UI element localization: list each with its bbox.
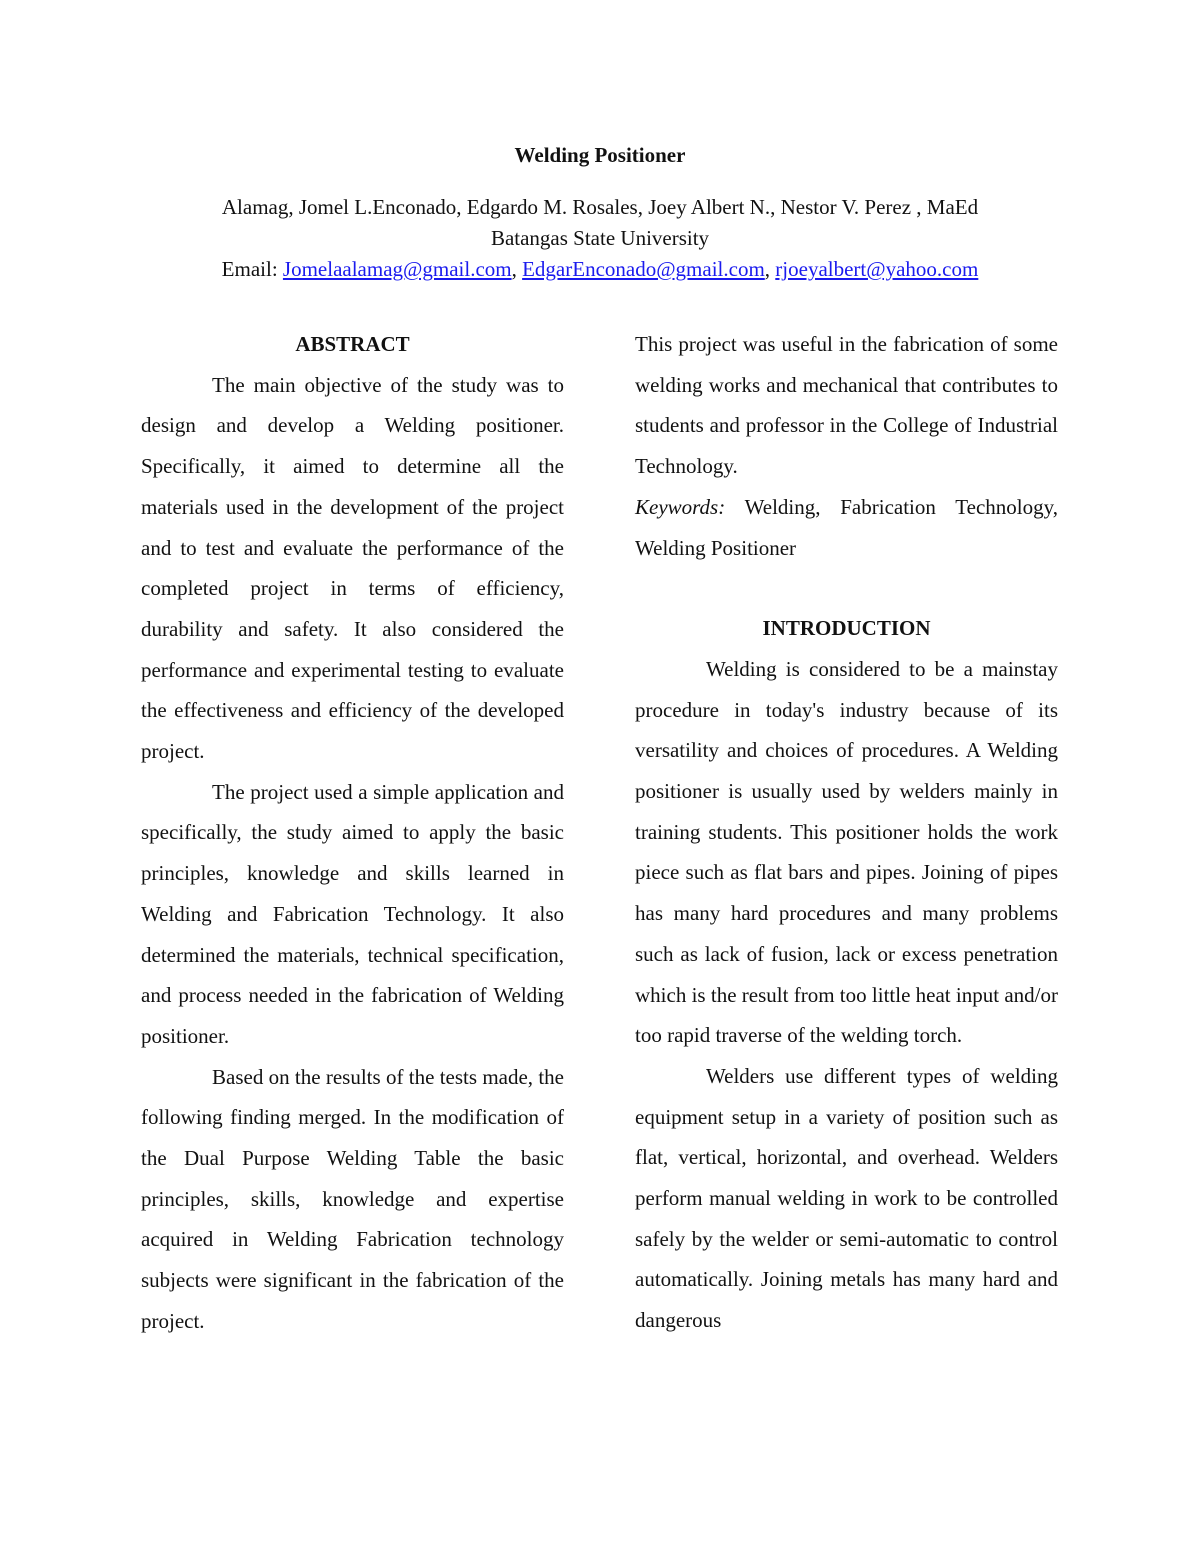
paper-title: Welding Positioner [514,143,686,167]
introduction-paragraph: Welders use different types of welding equipment setup in a variety of position such as flat, vertical, horizontal, and overhead. Welders perform manual welding in work to be controlled safely by the welder or semi-automatic to control automatically. Joining metals has many hard and dangerous [635,1063,1058,1333]
email-label: Email: [221,257,283,281]
keywords-label: Keywords: [635,494,726,519]
right-column [635,324,1058,1341]
abstract-paragraph: This project was useful in the fabrication of some welding works and mechanical that contributes to students and professor in the College of Industrial Technology. [635,332,1058,479]
abstract-paragraph: Based on the results of the tests made, the following finding merged. In the modification of the Dual Purpose Welding Table the basic principles, skills, knowledge and expertise acquired in Welding Fabrication technology subjects were significant in the fabrication of the project. [141,1064,564,1333]
abstract-heading: ABSTRACT [295,332,410,356]
introduction-heading: INTRODUCTION [762,616,931,641]
abstract-paragraph: The main objective of the study was to design and develop a Welding positioner. Specifically, it aimed to determine all the materials used in the development of the project and to test and evaluate the performance of the completed project in terms of efficiency, durability and safety. It also considered the performance and experimental testing to evaluate the effectiveness and efficiency of the developed project. [141,372,564,764]
email-line [0,255,1200,283]
author-list: Alamag, Jomel L.Enconado, Edgardo M. Rosales, Joey Albert N., Nestor V. Perez , MaEd [221,195,979,219]
email-separator: , [511,257,523,281]
introduction-paragraph: Welding is considered to be a mainstay procedure in today's industry because of its versatility and choices of procedures. A Welding positioner is usually used by welders mainly in training students. This positioner holds the work piece such as flat bars and pipes. Joining of pipes has many hard procedures and many problems such as lack of fusion, lack or excess penetration which is the result from too little heat input and/or too rapid traverse of the welding torch. [635,656,1058,1048]
abstract-paragraph: The project used a simple application and specifically, the study aimed to apply the basic principles, knowledge and skills learned in Welding and Fabrication Technology. It also determined the materials, technical specification, and process needed in the fabrication of Welding positioner. [141,779,564,1048]
email-link-3[interactable]: rjoeyalbert@yahoo.com [775,257,979,281]
email-link-2[interactable]: EdgarEnconado@gmail.com [522,257,765,281]
keywords [635,487,1058,568]
affiliation: Batangas State University [490,226,710,250]
left-column [141,324,564,1342]
section-spacer [635,568,1058,608]
email-separator: , [764,257,776,281]
keywords-text: Welding, Fabrication Technology, Welding Positioner [635,494,1058,560]
email-link-1[interactable]: Jomelaalamag@gmail.com [282,257,512,281]
